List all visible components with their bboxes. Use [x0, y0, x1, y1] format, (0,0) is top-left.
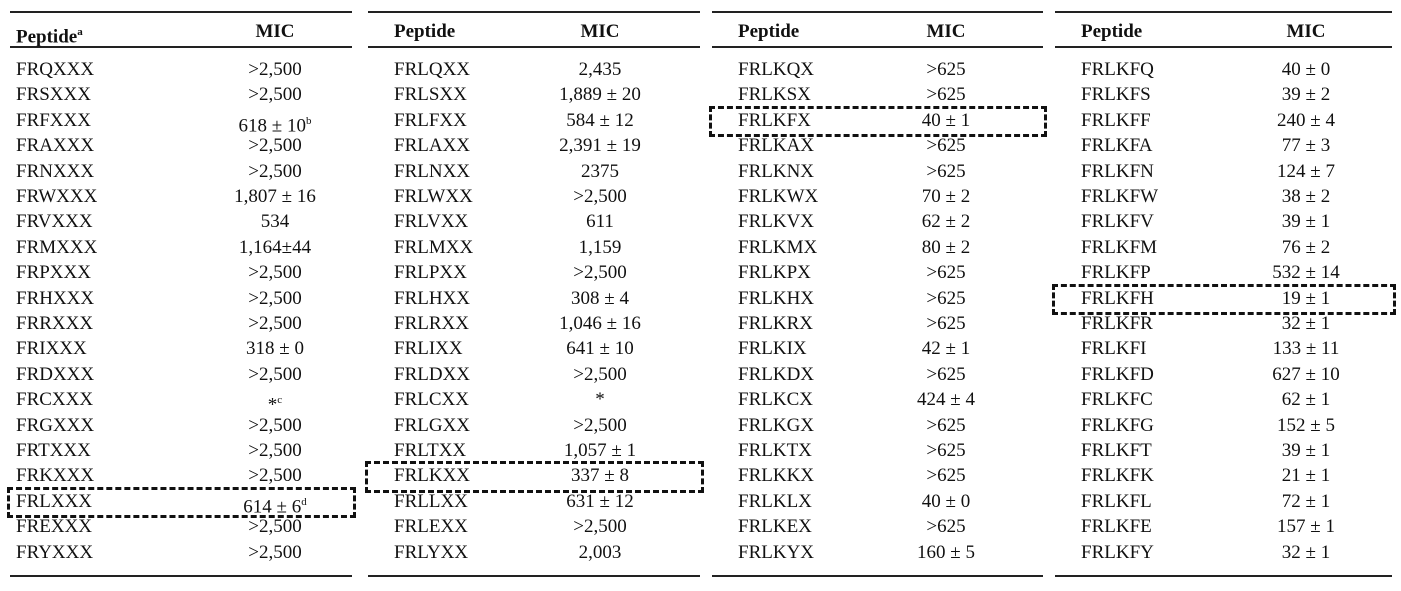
top-rule	[368, 11, 700, 13]
mic-cell	[1226, 414, 1386, 438]
mic-value: 618 ± 10	[238, 115, 306, 137]
mic-value: 152 ± 5	[1277, 414, 1335, 436]
mic-cell	[866, 261, 1026, 285]
mic-value: >625	[926, 465, 966, 487]
peptide-cell: FRLIXX	[394, 338, 463, 360]
peptide-cell: FRLAXX	[394, 135, 471, 157]
mic-cell	[195, 515, 355, 539]
mic-cell	[866, 464, 1026, 488]
peptide-cell: FRLKFX	[738, 109, 811, 131]
mic-cell	[195, 312, 355, 336]
mic-cell	[866, 541, 1026, 565]
peptide-cell: FRLKFM	[1081, 236, 1158, 258]
mic-value: >2,500	[248, 465, 302, 487]
peptide-cell: FRLWXX	[394, 186, 473, 207]
header-mic: MIC	[1286, 21, 1326, 42]
peptide-cell: FRLKTX	[738, 440, 812, 461]
mic-value: 32 ± 1	[1281, 313, 1331, 334]
mic-value: >2,500	[248, 541, 302, 563]
mic-cell	[866, 287, 1026, 311]
mic-cell	[1226, 185, 1386, 209]
peptide-cell: FRLKXX	[394, 465, 471, 487]
mic-cell	[195, 439, 355, 463]
header-peptide	[394, 20, 455, 44]
mic-value: 157 ± 1	[1277, 516, 1335, 538]
peptide-cell: FRSXXX	[16, 84, 91, 106]
peptide-cell: FRRXXX	[16, 313, 94, 334]
mic-value: >2,500	[248, 313, 302, 334]
peptide-cell: FRFXXX	[16, 109, 91, 131]
footnote-marker: b	[305, 114, 312, 127]
peptide-cell: FRVXXX	[16, 211, 93, 233]
peptide-cell: FRLKHX	[738, 287, 815, 309]
mic-value: >625	[926, 516, 966, 538]
table-panel-3	[712, 0, 1043, 591]
peptide-cell: FRGXXX	[16, 414, 95, 436]
peptide-cell: FRLKPX	[738, 262, 811, 284]
peptide-cell: FRLKGX	[738, 414, 815, 436]
mic-value: 308 ± 4	[571, 287, 629, 309]
mic-value: 62 ± 1	[1281, 389, 1331, 411]
mic-cell	[520, 185, 680, 209]
peptide-cell: FRLKFW	[1081, 186, 1159, 207]
footnote-marker: a	[77, 26, 83, 38]
peptide-cell: FRLRXX	[394, 313, 469, 334]
peptide-cell: FRLXXX	[16, 490, 93, 512]
mic-value: >625	[926, 440, 966, 461]
peptide-cell: FRIXXX	[16, 338, 87, 360]
header-peptide-text: Peptide	[16, 26, 78, 48]
mic-cell	[520, 261, 680, 285]
mic-cell	[520, 439, 680, 463]
mic-value: 40 ± 0	[1281, 59, 1331, 80]
mic-cell	[520, 134, 680, 158]
mic-cell	[1226, 261, 1386, 285]
peptide-cell: FRLKFK	[1081, 465, 1154, 487]
mic-cell	[520, 337, 680, 361]
mic-cell	[1226, 83, 1386, 107]
mic-value: >2,500	[248, 363, 302, 385]
peptide-cell: FRLKDX	[738, 363, 815, 385]
mic-cell	[520, 541, 680, 565]
peptide-cell: FRLKEX	[738, 516, 812, 538]
mic-cell	[520, 363, 680, 387]
mic-cell	[195, 58, 355, 82]
header-rule	[368, 46, 700, 48]
mic-cell	[866, 83, 1026, 107]
peptide-cell: FRCXXX	[16, 389, 94, 411]
mic-cell	[520, 287, 680, 311]
mic-cell	[195, 210, 355, 234]
mic-cell	[520, 210, 680, 234]
mic-value: 21 ± 1	[1281, 465, 1331, 487]
peptide-cell: FRLKAX	[738, 135, 815, 157]
mic-cell	[866, 134, 1026, 158]
mic-value: >2,500	[248, 135, 302, 157]
peptide-cell: FRLKWX	[738, 186, 819, 207]
mic-value: >2,500	[573, 363, 627, 385]
peptide-cell: FRTXXX	[16, 440, 91, 461]
mic-value: >625	[926, 84, 966, 106]
mic-cell	[195, 160, 355, 184]
mic-value: 1,159	[578, 236, 622, 258]
mic-value: 39 ± 1	[1281, 211, 1331, 233]
peptide-cell: FRLMXX	[394, 236, 474, 258]
mic-value: 77 ± 3	[1281, 135, 1331, 157]
peptide-cell: FRLKSX	[738, 84, 811, 106]
peptide-cell: FRLKFS	[1081, 84, 1151, 106]
mic-value: >2,500	[248, 262, 302, 284]
peptide-cell: FRLKFD	[1081, 363, 1154, 385]
mic-value: 72 ± 1	[1281, 490, 1331, 512]
mic-value: >2,500	[248, 440, 302, 461]
mic-cell	[1226, 160, 1386, 184]
top-rule	[10, 11, 352, 13]
peptide-cell: FRPXXX	[16, 262, 91, 284]
peptide-cell: FRLKNX	[738, 160, 815, 182]
mic-cell	[866, 515, 1026, 539]
mic-cell	[1226, 388, 1386, 412]
mic-cell	[866, 185, 1026, 209]
peptide-cell: FRLKQX	[738, 59, 815, 80]
header-peptide	[1081, 20, 1142, 44]
mic-value: >625	[926, 262, 966, 284]
peptide-cell: FRYXXX	[16, 541, 94, 563]
mic-cell	[520, 388, 680, 412]
peptide-cell: FRLCXX	[394, 389, 469, 411]
peptide-cell: FRLKCX	[738, 389, 813, 411]
mic-value: >2,500	[248, 84, 302, 106]
mic-cell	[520, 109, 680, 133]
peptide-cell: FRLKFV	[1081, 211, 1154, 233]
mic-value: 641 ± 10	[566, 338, 634, 360]
mic-cell	[520, 464, 680, 488]
mic-value: 76 ± 2	[1281, 236, 1331, 258]
mic-value: 534	[260, 211, 290, 233]
mic-value: 124 ± 7	[1277, 160, 1335, 182]
header-rule	[1055, 46, 1392, 48]
peptide-cell: FRLHXX	[394, 287, 471, 309]
mic-cell	[195, 134, 355, 158]
mic-cell	[195, 337, 355, 361]
mic-cell	[866, 58, 1026, 82]
mic-cell	[866, 388, 1026, 412]
mic-cell	[866, 312, 1026, 336]
mic-value: 611	[586, 211, 614, 233]
mic-cell	[195, 236, 355, 260]
bottom-rule	[368, 575, 700, 577]
bottom-rule	[10, 575, 352, 577]
peptide-cell: FRMXXX	[16, 236, 98, 258]
peptide-cell: FRLYXX	[394, 541, 469, 563]
mic-value: 2375	[581, 160, 619, 182]
mic-cell	[520, 83, 680, 107]
table-panel-4	[1055, 0, 1392, 591]
mic-cell	[866, 490, 1026, 514]
peptide-cell: FRNXXX	[16, 160, 95, 182]
mic-cell	[1226, 337, 1386, 361]
mic-cell	[1226, 515, 1386, 539]
peptide-cell: FRLDXX	[394, 363, 471, 385]
mic-value: 2,003	[578, 541, 622, 563]
peptide-cell: FRLKFY	[1081, 541, 1154, 563]
mic-cell	[866, 414, 1026, 438]
mic-value: >2,500	[573, 516, 627, 538]
mic-cell	[866, 439, 1026, 463]
header-peptide	[738, 20, 799, 44]
peptide-cell: FRLKFF	[1081, 109, 1151, 131]
peptide-cell: FRLKFR	[1081, 313, 1153, 334]
mic-value: *	[267, 394, 278, 416]
mic-cell	[1226, 210, 1386, 234]
peptide-cell: FRLKFQ	[1081, 59, 1154, 80]
mic-value: 627 ± 10	[1272, 363, 1340, 385]
mic-value: >625	[926, 414, 966, 436]
header-peptide	[16, 20, 83, 49]
mic-cell	[1226, 439, 1386, 463]
table-panel-2	[368, 0, 700, 591]
top-rule	[712, 11, 1043, 13]
mic-value: 2,391 ± 19	[559, 135, 641, 157]
mic-value: >625	[926, 135, 966, 157]
peptide-cell: FRWXXX	[16, 186, 98, 207]
peptide-cell: FRAXXX	[16, 135, 95, 157]
mic-value: 240 ± 4	[1277, 109, 1335, 131]
mic-cell	[1226, 58, 1386, 82]
mic-value: 80 ± 2	[921, 236, 971, 258]
table-panel-1	[10, 0, 352, 591]
mic-value: *	[595, 389, 605, 411]
peptide-cell: FRQXXX	[16, 59, 95, 80]
peptide-cell: FRLKFA	[1081, 135, 1153, 157]
mic-value: 532 ± 14	[1272, 262, 1340, 284]
mic-cell	[1226, 134, 1386, 158]
bottom-rule	[1055, 575, 1392, 577]
mic-value: 70 ± 2	[921, 186, 971, 207]
mic-value: 424 ± 4	[917, 389, 975, 411]
mic-cell	[195, 261, 355, 285]
peptide-cell: FRLGXX	[394, 414, 471, 436]
mic-cell	[195, 541, 355, 565]
mic-value: 1,807 ± 16	[234, 186, 316, 207]
mic-cell	[195, 185, 355, 209]
peptide-cell: FRLVXX	[394, 211, 469, 233]
mic-cell	[1226, 363, 1386, 387]
mic-value: 1,889 ± 20	[559, 84, 641, 106]
mic-cell	[520, 414, 680, 438]
mic-value: >2,500	[573, 414, 627, 436]
mic-cell	[1226, 236, 1386, 260]
mic-value: 631 ± 12	[566, 490, 634, 512]
mic-value: 160 ± 5	[917, 541, 975, 563]
peptide-cell: FRLKFC	[1081, 389, 1153, 411]
mic-cell	[520, 490, 680, 514]
mic-cell	[195, 363, 355, 387]
mic-value: >625	[926, 363, 966, 385]
header-mic: MIC	[926, 21, 966, 42]
mic-value: 614 ± 6	[243, 496, 302, 518]
mic-value: 39 ± 2	[1281, 84, 1331, 106]
mic-value: 39 ± 1	[1281, 440, 1331, 461]
peptide-cell: FRLSXX	[394, 84, 467, 106]
mic-value: >625	[926, 160, 966, 182]
peptide-cell: FREXXX	[16, 516, 93, 538]
header-peptide-text: Peptide	[1081, 21, 1143, 42]
mic-cell	[195, 287, 355, 311]
mic-value: 19 ± 1	[1281, 287, 1331, 309]
mic-cell	[866, 236, 1026, 260]
mic-cell	[866, 363, 1026, 387]
mic-value: 62 ± 2	[921, 211, 971, 233]
peptide-cell: FRLKVX	[738, 211, 815, 233]
peptide-cell: FRKXXX	[16, 465, 95, 487]
mic-value: 42 ± 1	[921, 338, 971, 360]
mic-cell	[195, 83, 355, 107]
mic-value: 1,046 ± 16	[559, 313, 641, 334]
mic-cell	[866, 160, 1026, 184]
mic-value: >625	[926, 313, 966, 334]
mic-value: 1,057 ± 1	[563, 440, 637, 461]
peptide-cell: FRDXXX	[16, 363, 95, 385]
peptide-cell: FRLQXX	[394, 59, 471, 80]
mic-value: >2,500	[248, 516, 302, 538]
peptide-cell: FRLKFT	[1081, 440, 1152, 461]
peptide-cell: FRLKFL	[1081, 490, 1152, 512]
peptide-cell: FRLKFI	[1081, 338, 1147, 360]
peptide-cell: FRHXXX	[16, 287, 95, 309]
mic-value: 32 ± 1	[1281, 541, 1331, 563]
mic-cell	[866, 109, 1026, 133]
peptide-cell: FRLNXX	[394, 160, 471, 182]
mic-cell	[520, 236, 680, 260]
peptide-cell: FRLEXX	[394, 516, 468, 538]
mic-value: 133 ± 11	[1272, 338, 1340, 360]
mic-cell	[1226, 287, 1386, 311]
peptide-cell: FRLTXX	[394, 440, 467, 461]
mic-value: 2,435	[578, 59, 622, 80]
mic-cell	[866, 337, 1026, 361]
peptide-cell: FRLKMX	[738, 236, 818, 258]
peptide-cell: FRLKKX	[738, 465, 815, 487]
mic-value: 1,164±44	[238, 236, 312, 258]
peptide-cell: FRLKFN	[1081, 160, 1154, 182]
mic-cell	[195, 414, 355, 438]
mic-value: >2,500	[248, 59, 302, 80]
peptide-cell: FRLKFE	[1081, 516, 1152, 538]
mic-value: >2,500	[248, 160, 302, 182]
mic-value: 40 ± 1	[921, 109, 971, 131]
mic-value: >2,500	[248, 287, 302, 309]
mic-cell	[1226, 312, 1386, 336]
peptide-cell: FRLPXX	[394, 262, 467, 284]
header-mic: MIC	[580, 21, 620, 42]
mic-value: >625	[926, 287, 966, 309]
mic-value: 584 ± 12	[566, 109, 634, 131]
peptide-cell: FRLFXX	[394, 109, 467, 131]
peptide-cell: FRLKIX	[738, 338, 807, 360]
bottom-rule	[712, 575, 1043, 577]
footnote-marker: d	[301, 495, 307, 508]
mic-cell	[520, 160, 680, 184]
mic-cell	[1226, 109, 1386, 133]
peptide-cell: FRLKLX	[738, 490, 812, 512]
mic-value: >625	[926, 59, 966, 80]
header-peptide-text: Peptide	[738, 21, 800, 42]
peptide-cell: FRLKYX	[738, 541, 815, 563]
mic-value: 38 ± 2	[1281, 186, 1331, 207]
top-rule	[1055, 11, 1392, 13]
peptide-cell: FRLKRX	[738, 313, 813, 334]
mic-value: >2,500	[248, 414, 302, 436]
mic-cell	[1226, 541, 1386, 565]
mic-cell	[520, 515, 680, 539]
mic-value: 337 ± 8	[571, 465, 629, 487]
mic-value: 318 ± 0	[246, 338, 304, 360]
header-peptide-text: Peptide	[394, 21, 456, 42]
mic-value: >2,500	[573, 262, 627, 284]
peptide-cell: FRLKFG	[1081, 414, 1154, 436]
header-mic: MIC	[255, 21, 295, 42]
peptide-cell: FRLKFH	[1081, 287, 1154, 309]
mic-cell	[866, 210, 1026, 234]
peptide-cell: FRLKFP	[1081, 262, 1151, 284]
header-rule	[712, 46, 1043, 48]
peptide-cell: FRLLXX	[394, 490, 468, 512]
footnote-marker: c	[277, 394, 283, 407]
mic-value: 40 ± 0	[921, 490, 971, 512]
mic-cell	[1226, 464, 1386, 488]
mic-cell	[520, 58, 680, 82]
mic-cell	[520, 312, 680, 336]
mic-cell	[1226, 490, 1386, 514]
mic-cell	[195, 464, 355, 488]
mic-value: >2,500	[573, 186, 627, 207]
